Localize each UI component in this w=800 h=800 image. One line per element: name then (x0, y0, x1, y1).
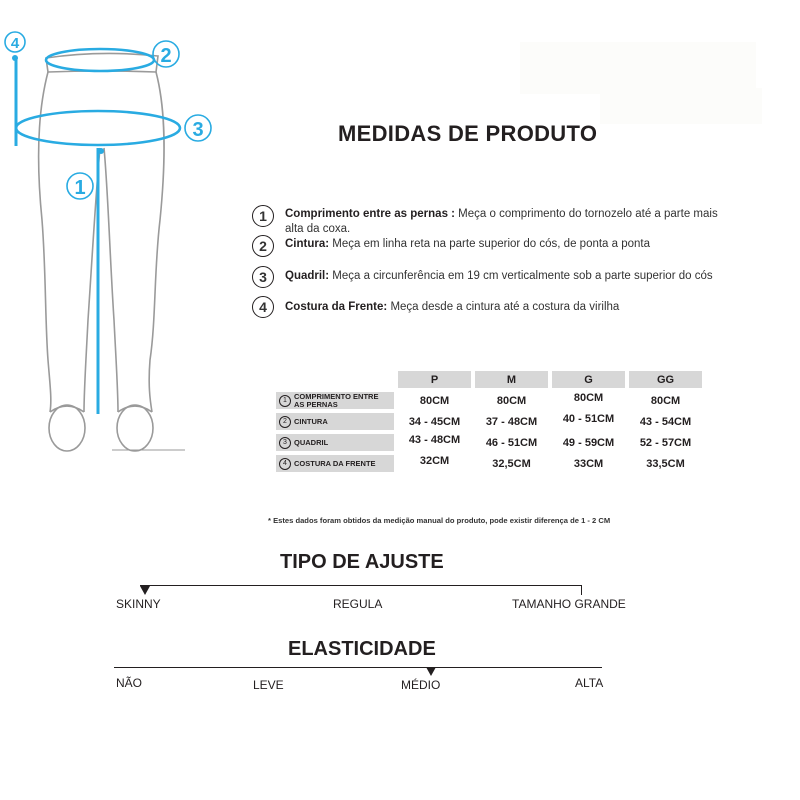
row-label-front-seam: 4 COSTURA DA FRENTE (276, 455, 394, 472)
fit-label-tamanho-grande: TAMANHO GRANDE (512, 597, 626, 611)
elasticity-scale-line (114, 667, 602, 668)
table-cell: 40 - 51CM (552, 413, 625, 430)
marker-1-label: 1 (74, 177, 86, 199)
table-cell: 43 - 48CM (398, 434, 471, 451)
fit-selected-marker (140, 586, 150, 595)
elasticity-title: ELASTICIDADE (288, 638, 436, 660)
fit-scale-line (140, 585, 582, 586)
size-column-m: M (475, 371, 548, 388)
row-label-inseam: 1 COMPRIMENTO ENTRE AS PERNAS (276, 392, 394, 409)
legend-label: Costura da Frente: (285, 301, 388, 313)
legend-label: Cintura: (285, 238, 330, 250)
table-row (276, 434, 702, 451)
fit-type-title: TIPO DE AJUSTE (280, 551, 444, 573)
size-table-header (276, 371, 702, 388)
table-cell: 80CM (475, 392, 548, 409)
size-column-gg: GG (629, 371, 702, 388)
decorative-panel-lower (600, 88, 762, 124)
legend-description: Meça em linha reta na parte superior do cós, de ponta a ponta (329, 238, 651, 250)
waist-measure-ellipse (46, 49, 154, 71)
table-cell: 49 - 59CM (552, 434, 625, 451)
table-cell: 34 - 45CM (398, 413, 471, 430)
table-cell: 46 - 51CM (475, 434, 548, 451)
table-cell: 80CM (552, 392, 625, 409)
elasticity-selected-marker (426, 667, 436, 676)
size-column-p: P (398, 371, 471, 388)
decorative-panel (520, 42, 756, 94)
legend-number-2: 2 (252, 235, 274, 257)
fit-label-regula: REGULA (333, 597, 383, 611)
table-cell: 37 - 48CM (475, 413, 548, 430)
legend-label: Quadril: (285, 270, 330, 282)
page-title: MEDIDAS DE PRODUTO (338, 121, 598, 146)
table-cell: 80CM (629, 392, 702, 409)
right-foot-stirrup (117, 405, 153, 451)
elasticity-label-leve: LEVE (253, 678, 284, 692)
legend-label: Comprimento entre as pernas : (285, 208, 455, 220)
legend-number-1: 1 (252, 205, 274, 227)
size-column-g: G (552, 371, 625, 388)
marker-2-label: 2 (160, 45, 172, 67)
table-row (276, 455, 702, 472)
table-cell: 80CM (398, 392, 471, 409)
leggings-outline (39, 72, 164, 412)
row-label-hip: 3 QUADRIL (276, 434, 394, 451)
marker-4-label: 4 (10, 35, 20, 52)
table-cell: 32,5CM (475, 455, 548, 472)
hip-measure-ellipse (16, 111, 180, 145)
elasticity-label-nao: NÃO (116, 676, 143, 690)
legend-description: Meça desde a cintura até a costura da virilha (387, 301, 620, 313)
row-label-waist: 2 CINTURA (276, 413, 394, 430)
fit-label-skinny: SKINNY (116, 597, 161, 611)
legend-description: Meça o comprimento do tornozelo até a parte mais alta da coxa. (285, 208, 718, 235)
leggings-measurement-diagram (0, 0, 230, 470)
size-table (272, 367, 706, 476)
table-cell: 43 - 54CM (629, 413, 702, 430)
table-row (276, 392, 702, 409)
legend-number-3: 3 (252, 266, 274, 288)
table-cell: 32CM (398, 455, 471, 472)
elasticity-label-alta: ALTA (575, 676, 604, 690)
legend-number-4: 4 (252, 296, 274, 318)
marker-3-label: 3 (192, 119, 204, 141)
table-cell: 52 - 57CM (629, 434, 702, 451)
table-cell: 33CM (552, 455, 625, 472)
elasticity-label-medio: MÉDIO (401, 678, 441, 692)
measurement-note: * Estes dados foram obtidos da medição manual do produto, pode existir diferença de 1 - 2 CM (268, 516, 611, 525)
legend-description: Meça a circunferência em 19 cm verticalmente sob a parte superior do cós (329, 270, 713, 282)
left-foot-stirrup (49, 405, 85, 451)
table-cell: 33,5CM (629, 455, 702, 472)
table-row (276, 413, 702, 430)
